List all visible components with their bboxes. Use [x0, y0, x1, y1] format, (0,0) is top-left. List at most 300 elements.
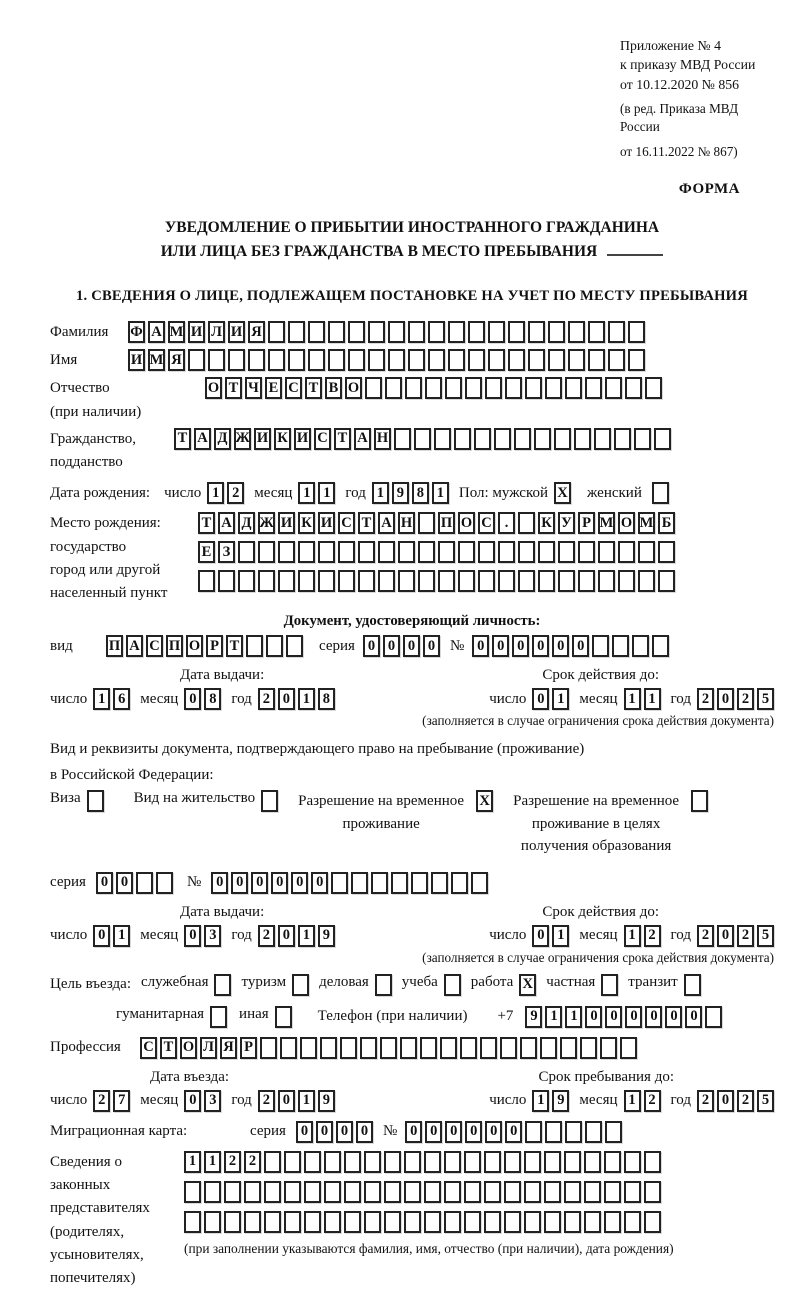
- char-cell[interactable]: 0: [572, 635, 589, 657]
- char-cell[interactable]: [438, 541, 455, 563]
- char-cell[interactable]: [444, 1211, 461, 1233]
- char-cell[interactable]: 0: [336, 1121, 353, 1143]
- char-cell[interactable]: [368, 321, 385, 343]
- char-cell[interactable]: [298, 570, 315, 592]
- char-cell[interactable]: Р: [578, 512, 595, 534]
- char-cell[interactable]: [344, 1211, 361, 1233]
- char-cell[interactable]: 2: [224, 1151, 241, 1173]
- char-cell[interactable]: [136, 872, 153, 894]
- char-cell[interactable]: [508, 349, 525, 371]
- checkbox-temp-residence-education[interactable]: [691, 790, 708, 812]
- char-cell[interactable]: Р: [206, 635, 223, 657]
- char-cell[interactable]: 3: [204, 925, 221, 947]
- char-cell[interactable]: [520, 1037, 537, 1059]
- char-cell[interactable]: Р: [240, 1037, 257, 1059]
- char-cell[interactable]: Т: [225, 377, 242, 399]
- char-cell[interactable]: [405, 377, 422, 399]
- char-cell[interactable]: [434, 428, 451, 450]
- char-cell[interactable]: [398, 570, 415, 592]
- checkbox-female[interactable]: [652, 482, 669, 504]
- char-cell[interactable]: [525, 377, 542, 399]
- char-cell[interactable]: [280, 1037, 297, 1059]
- char-cell[interactable]: [644, 1151, 661, 1173]
- char-cell[interactable]: [525, 1121, 542, 1143]
- char-cell[interactable]: 2: [244, 1151, 261, 1173]
- char-cell[interactable]: [454, 428, 471, 450]
- char-cell[interactable]: 2: [737, 688, 754, 710]
- char-cell[interactable]: [224, 1181, 241, 1203]
- char-cell[interactable]: [485, 377, 502, 399]
- char-cell[interactable]: [264, 1211, 281, 1233]
- char-cell[interactable]: 1: [552, 925, 569, 947]
- char-cell[interactable]: [564, 1151, 581, 1173]
- char-cell[interactable]: 0: [717, 925, 734, 947]
- char-cell[interactable]: [286, 635, 303, 657]
- char-cell[interactable]: А: [148, 321, 165, 343]
- char-cell[interactable]: [344, 1181, 361, 1203]
- char-cell[interactable]: [384, 1211, 401, 1233]
- char-cell[interactable]: Н: [374, 428, 391, 450]
- char-cell[interactable]: 8: [318, 688, 335, 710]
- char-cell[interactable]: 1: [552, 688, 569, 710]
- char-cell[interactable]: [428, 321, 445, 343]
- checkbox-business[interactable]: [375, 974, 392, 996]
- char-cell[interactable]: Т: [198, 512, 215, 534]
- char-cell[interactable]: [645, 377, 662, 399]
- char-cell[interactable]: Б: [658, 512, 675, 534]
- char-cell[interactable]: А: [126, 635, 143, 657]
- char-cell[interactable]: 0: [184, 925, 201, 947]
- char-cell[interactable]: 9: [525, 1006, 542, 1028]
- char-cell[interactable]: [588, 349, 605, 371]
- char-cell[interactable]: [504, 1181, 521, 1203]
- char-cell[interactable]: [445, 377, 462, 399]
- char-cell[interactable]: [600, 1037, 617, 1059]
- checkbox-male[interactable]: X: [554, 482, 571, 504]
- char-cell[interactable]: В: [325, 377, 342, 399]
- checkbox-private[interactable]: [601, 974, 618, 996]
- char-cell[interactable]: 1: [545, 1006, 562, 1028]
- char-cell[interactable]: [424, 1181, 441, 1203]
- char-cell[interactable]: [418, 541, 435, 563]
- char-cell[interactable]: [624, 1151, 641, 1173]
- char-cell[interactable]: Е: [265, 377, 282, 399]
- char-cell[interactable]: [440, 1037, 457, 1059]
- char-cell[interactable]: 0: [425, 1121, 442, 1143]
- char-cell[interactable]: [544, 1151, 561, 1173]
- char-cell[interactable]: [471, 872, 488, 894]
- char-cell[interactable]: 0: [291, 872, 308, 894]
- char-cell[interactable]: З: [218, 541, 235, 563]
- char-cell[interactable]: [425, 377, 442, 399]
- char-cell[interactable]: [584, 1211, 601, 1233]
- checkbox-humanitarian[interactable]: [210, 1006, 227, 1028]
- char-cell[interactable]: [488, 321, 505, 343]
- char-cell[interactable]: [371, 872, 388, 894]
- char-cell[interactable]: [324, 1151, 341, 1173]
- char-cell[interactable]: [565, 377, 582, 399]
- char-cell[interactable]: А: [378, 512, 395, 534]
- char-cell[interactable]: [408, 349, 425, 371]
- char-cell[interactable]: [418, 570, 435, 592]
- char-cell[interactable]: Т: [358, 512, 375, 534]
- char-cell[interactable]: [654, 428, 671, 450]
- char-cell[interactable]: [400, 1037, 417, 1059]
- char-cell[interactable]: 0: [532, 925, 549, 947]
- char-cell[interactable]: Д: [214, 428, 231, 450]
- char-cell[interactable]: 1: [298, 925, 315, 947]
- char-cell[interactable]: О: [180, 1037, 197, 1059]
- char-cell[interactable]: [534, 428, 551, 450]
- char-cell[interactable]: [358, 570, 375, 592]
- char-cell[interactable]: [538, 541, 555, 563]
- checkbox-other[interactable]: [275, 1006, 292, 1028]
- char-cell[interactable]: [218, 570, 235, 592]
- char-cell[interactable]: [624, 1211, 641, 1233]
- char-cell[interactable]: А: [354, 428, 371, 450]
- char-cell[interactable]: 0: [363, 635, 380, 657]
- char-cell[interactable]: [418, 512, 435, 534]
- char-cell[interactable]: [545, 377, 562, 399]
- char-cell[interactable]: [266, 635, 283, 657]
- checkbox-residence-permit[interactable]: [261, 790, 278, 812]
- char-cell[interactable]: 8: [412, 482, 429, 504]
- char-cell[interactable]: 0: [278, 925, 295, 947]
- char-cell[interactable]: [284, 1181, 301, 1203]
- char-cell[interactable]: [385, 377, 402, 399]
- char-cell[interactable]: С: [140, 1037, 157, 1059]
- char-cell[interactable]: [594, 428, 611, 450]
- char-cell[interactable]: 3: [204, 1090, 221, 1112]
- char-cell[interactable]: [478, 570, 495, 592]
- char-cell[interactable]: М: [638, 512, 655, 534]
- char-cell[interactable]: 6: [113, 688, 130, 710]
- char-cell[interactable]: [320, 1037, 337, 1059]
- char-cell[interactable]: О: [618, 512, 635, 534]
- char-cell[interactable]: [618, 570, 635, 592]
- char-cell[interactable]: [498, 570, 515, 592]
- char-cell[interactable]: И: [318, 512, 335, 534]
- char-cell[interactable]: [384, 1151, 401, 1173]
- char-cell[interactable]: 2: [258, 925, 275, 947]
- char-cell[interactable]: [244, 1181, 261, 1203]
- char-cell[interactable]: [238, 570, 255, 592]
- char-cell[interactable]: 2: [697, 925, 714, 947]
- char-cell[interactable]: 0: [278, 688, 295, 710]
- char-cell[interactable]: [424, 1211, 441, 1233]
- char-cell[interactable]: [424, 1151, 441, 1173]
- char-cell[interactable]: [625, 377, 642, 399]
- char-cell[interactable]: [584, 1151, 601, 1173]
- char-cell[interactable]: [258, 570, 275, 592]
- char-cell[interactable]: [505, 377, 522, 399]
- char-cell[interactable]: [260, 1037, 277, 1059]
- char-cell[interactable]: [554, 428, 571, 450]
- char-cell[interactable]: 0: [625, 1006, 642, 1028]
- char-cell[interactable]: [364, 1211, 381, 1233]
- char-cell[interactable]: [528, 321, 545, 343]
- char-cell[interactable]: [460, 1037, 477, 1059]
- char-cell[interactable]: [484, 1181, 501, 1203]
- char-cell[interactable]: 2: [644, 1090, 661, 1112]
- char-cell[interactable]: [258, 541, 275, 563]
- char-cell[interactable]: 0: [585, 1006, 602, 1028]
- char-cell[interactable]: [524, 1181, 541, 1203]
- char-cell[interactable]: 1: [298, 1090, 315, 1112]
- char-cell[interactable]: [605, 377, 622, 399]
- char-cell[interactable]: С: [285, 377, 302, 399]
- char-cell[interactable]: [705, 1006, 722, 1028]
- char-cell[interactable]: Л: [200, 1037, 217, 1059]
- char-cell[interactable]: 2: [697, 1090, 714, 1112]
- char-cell[interactable]: 0: [645, 1006, 662, 1028]
- char-cell[interactable]: [658, 541, 675, 563]
- char-cell[interactable]: [604, 1151, 621, 1173]
- char-cell[interactable]: 0: [445, 1121, 462, 1143]
- char-cell[interactable]: [564, 1211, 581, 1233]
- char-cell[interactable]: 0: [717, 688, 734, 710]
- char-cell[interactable]: [598, 570, 615, 592]
- char-cell[interactable]: [548, 349, 565, 371]
- char-cell[interactable]: [628, 321, 645, 343]
- char-cell[interactable]: П: [166, 635, 183, 657]
- char-cell[interactable]: [514, 428, 531, 450]
- char-cell[interactable]: [614, 428, 631, 450]
- char-cell[interactable]: К: [274, 428, 291, 450]
- char-cell[interactable]: [528, 349, 545, 371]
- char-cell[interactable]: 1: [372, 482, 389, 504]
- char-cell[interactable]: [524, 1151, 541, 1173]
- char-cell[interactable]: [188, 349, 205, 371]
- char-cell[interactable]: Е: [198, 541, 215, 563]
- char-cell[interactable]: [300, 1037, 317, 1059]
- char-cell[interactable]: [238, 541, 255, 563]
- char-cell[interactable]: 2: [737, 1090, 754, 1112]
- char-cell[interactable]: [585, 377, 602, 399]
- char-cell[interactable]: [568, 349, 585, 371]
- char-cell[interactable]: И: [228, 321, 245, 343]
- char-cell[interactable]: [518, 541, 535, 563]
- char-cell[interactable]: [585, 1121, 602, 1143]
- char-cell[interactable]: [378, 570, 395, 592]
- char-cell[interactable]: 2: [258, 688, 275, 710]
- char-cell[interactable]: [568, 321, 585, 343]
- char-cell[interactable]: [474, 428, 491, 450]
- char-cell[interactable]: 0: [356, 1121, 373, 1143]
- char-cell[interactable]: Т: [160, 1037, 177, 1059]
- char-cell[interactable]: Ж: [258, 512, 275, 534]
- char-cell[interactable]: К: [538, 512, 555, 534]
- char-cell[interactable]: 9: [552, 1090, 569, 1112]
- char-cell[interactable]: [304, 1181, 321, 1203]
- char-cell[interactable]: [468, 349, 485, 371]
- char-cell[interactable]: 0: [271, 872, 288, 894]
- char-cell[interactable]: [324, 1211, 341, 1233]
- char-cell[interactable]: [504, 1151, 521, 1173]
- char-cell[interactable]: [598, 541, 615, 563]
- char-cell[interactable]: И: [188, 321, 205, 343]
- char-cell[interactable]: [351, 872, 368, 894]
- char-cell[interactable]: 2: [697, 688, 714, 710]
- char-cell[interactable]: [558, 541, 575, 563]
- char-cell[interactable]: [308, 321, 325, 343]
- char-cell[interactable]: [244, 1211, 261, 1233]
- char-cell[interactable]: [348, 321, 365, 343]
- char-cell[interactable]: [638, 570, 655, 592]
- char-cell[interactable]: [338, 541, 355, 563]
- char-cell[interactable]: [384, 1181, 401, 1203]
- char-cell[interactable]: [592, 635, 609, 657]
- checkbox-tourism[interactable]: [292, 974, 309, 996]
- char-cell[interactable]: 0: [512, 635, 529, 657]
- char-cell[interactable]: [404, 1151, 421, 1173]
- char-cell[interactable]: [605, 1121, 622, 1143]
- char-cell[interactable]: П: [438, 512, 455, 534]
- char-cell[interactable]: [658, 570, 675, 592]
- char-cell[interactable]: [448, 349, 465, 371]
- char-cell[interactable]: 0: [251, 872, 268, 894]
- char-cell[interactable]: М: [598, 512, 615, 534]
- char-cell[interactable]: [484, 1211, 501, 1233]
- char-cell[interactable]: 1: [624, 688, 641, 710]
- char-cell[interactable]: [208, 349, 225, 371]
- char-cell[interactable]: А: [218, 512, 235, 534]
- char-cell[interactable]: 0: [717, 1090, 734, 1112]
- char-cell[interactable]: [504, 1211, 521, 1233]
- char-cell[interactable]: 0: [383, 635, 400, 657]
- char-cell[interactable]: [578, 541, 595, 563]
- char-cell[interactable]: [468, 321, 485, 343]
- char-cell[interactable]: [248, 349, 265, 371]
- char-cell[interactable]: [604, 1181, 621, 1203]
- char-cell[interactable]: 1: [298, 688, 315, 710]
- char-cell[interactable]: [378, 541, 395, 563]
- char-cell[interactable]: [228, 349, 245, 371]
- char-cell[interactable]: [304, 1211, 321, 1233]
- char-cell[interactable]: О: [345, 377, 362, 399]
- char-cell[interactable]: 0: [552, 635, 569, 657]
- char-cell[interactable]: 2: [737, 925, 754, 947]
- char-cell[interactable]: О: [186, 635, 203, 657]
- char-cell[interactable]: [458, 541, 475, 563]
- char-cell[interactable]: [268, 321, 285, 343]
- char-cell[interactable]: 0: [184, 688, 201, 710]
- char-cell[interactable]: [584, 1181, 601, 1203]
- char-cell[interactable]: [420, 1037, 437, 1059]
- char-cell[interactable]: [288, 349, 305, 371]
- char-cell[interactable]: [484, 1151, 501, 1173]
- char-cell[interactable]: 2: [93, 1090, 110, 1112]
- char-cell[interactable]: [398, 541, 415, 563]
- char-cell[interactable]: [324, 1181, 341, 1203]
- char-cell[interactable]: [624, 1181, 641, 1203]
- char-cell[interactable]: [278, 570, 295, 592]
- char-cell[interactable]: [478, 541, 495, 563]
- char-cell[interactable]: 0: [211, 872, 228, 894]
- char-cell[interactable]: [480, 1037, 497, 1059]
- char-cell[interactable]: Ч: [245, 377, 262, 399]
- char-cell[interactable]: [632, 635, 649, 657]
- char-cell[interactable]: [284, 1151, 301, 1173]
- char-cell[interactable]: 0: [505, 1121, 522, 1143]
- char-cell[interactable]: [444, 1151, 461, 1173]
- char-cell[interactable]: 0: [403, 635, 420, 657]
- char-cell[interactable]: [414, 428, 431, 450]
- char-cell[interactable]: [498, 541, 515, 563]
- char-cell[interactable]: 0: [231, 872, 248, 894]
- char-cell[interactable]: [608, 349, 625, 371]
- char-cell[interactable]: Т: [226, 635, 243, 657]
- char-cell[interactable]: Я: [220, 1037, 237, 1059]
- checkbox-study[interactable]: [444, 974, 461, 996]
- char-cell[interactable]: 0: [605, 1006, 622, 1028]
- char-cell[interactable]: [638, 541, 655, 563]
- char-cell[interactable]: 0: [93, 925, 110, 947]
- char-cell[interactable]: К: [298, 512, 315, 534]
- char-cell[interactable]: [368, 349, 385, 371]
- char-cell[interactable]: [540, 1037, 557, 1059]
- char-cell[interactable]: [394, 428, 411, 450]
- char-cell[interactable]: 0: [96, 872, 113, 894]
- char-cell[interactable]: П: [106, 635, 123, 657]
- char-cell[interactable]: [246, 635, 263, 657]
- char-cell[interactable]: 1: [93, 688, 110, 710]
- char-cell[interactable]: 1: [624, 925, 641, 947]
- checkbox-temp-residence[interactable]: X: [476, 790, 493, 812]
- char-cell[interactable]: [268, 349, 285, 371]
- char-cell[interactable]: [431, 872, 448, 894]
- char-cell[interactable]: [264, 1151, 281, 1173]
- char-cell[interactable]: [451, 872, 468, 894]
- char-cell[interactable]: О: [205, 377, 222, 399]
- char-cell[interactable]: 7: [113, 1090, 130, 1112]
- char-cell[interactable]: [408, 321, 425, 343]
- char-cell[interactable]: 9: [318, 1090, 335, 1112]
- char-cell[interactable]: [184, 1181, 201, 1203]
- char-cell[interactable]: [644, 1211, 661, 1233]
- char-cell[interactable]: 9: [318, 925, 335, 947]
- char-cell[interactable]: 0: [472, 635, 489, 657]
- char-cell[interactable]: М: [168, 321, 185, 343]
- char-cell[interactable]: О: [458, 512, 475, 534]
- char-cell[interactable]: [494, 428, 511, 450]
- char-cell[interactable]: Я: [248, 321, 265, 343]
- char-cell[interactable]: [204, 1181, 221, 1203]
- char-cell[interactable]: Я: [168, 349, 185, 371]
- char-cell[interactable]: 0: [492, 635, 509, 657]
- char-cell[interactable]: [278, 541, 295, 563]
- char-cell[interactable]: [348, 349, 365, 371]
- char-cell[interactable]: [644, 1181, 661, 1203]
- char-cell[interactable]: Т: [305, 377, 322, 399]
- char-cell[interactable]: [224, 1211, 241, 1233]
- checkbox-work[interactable]: X: [519, 974, 536, 996]
- char-cell[interactable]: Д: [238, 512, 255, 534]
- char-cell[interactable]: [364, 1151, 381, 1173]
- char-cell[interactable]: [508, 321, 525, 343]
- char-cell[interactable]: [544, 1181, 561, 1203]
- char-cell[interactable]: Т: [334, 428, 351, 450]
- char-cell[interactable]: [438, 570, 455, 592]
- char-cell[interactable]: 5: [757, 1090, 774, 1112]
- char-cell[interactable]: [364, 1181, 381, 1203]
- char-cell[interactable]: [612, 635, 629, 657]
- char-cell[interactable]: 0: [685, 1006, 702, 1028]
- char-cell[interactable]: Л: [208, 321, 225, 343]
- char-cell[interactable]: [628, 349, 645, 371]
- char-cell[interactable]: [618, 541, 635, 563]
- char-cell[interactable]: [388, 349, 405, 371]
